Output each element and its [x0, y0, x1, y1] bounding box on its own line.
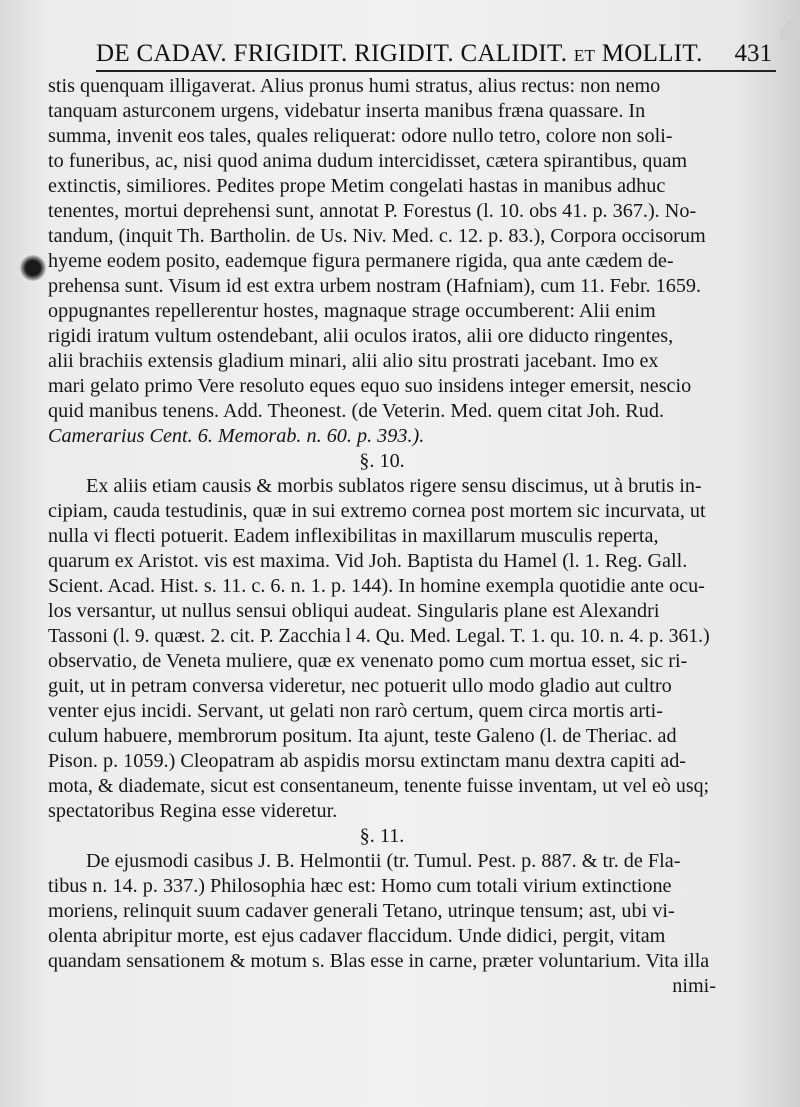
ink-stain: [20, 255, 46, 281]
section-heading: §. 10.: [359, 450, 405, 472]
running-title-end: MOLLIT.: [601, 40, 703, 67]
text-line: Pison. p. 1059.) Cleopatram ab aspidis morsu extinctam manu dextra capiti ad-: [48, 750, 687, 772]
running-title-et: ET: [573, 46, 596, 65]
text-line: Scient. Acad. Hist. s. 11. c. 6. n. 1. p. 144). In homine exempla quotidie ante ocu-: [48, 575, 705, 597]
page-corner: [780, 0, 800, 40]
text-line: guit, ut in petram conversa videretur, nec potuerit ullo modo gladio aut cultro: [48, 675, 672, 697]
text-line: to funeribus, ac, nisi quod anima dudum intercidisset, cætera spirantibus, quam: [48, 150, 688, 172]
page-header: [96, 36, 776, 72]
text-line: quandam sensationem & motum s. Blas esse in carne, præter voluntarium. Vita illa: [48, 950, 710, 972]
catchword: nimi-: [672, 975, 716, 997]
text-line: venter ejus incidi. Servant, ut gelati non rarò certum, quem circa mortis arti-: [48, 700, 663, 722]
text-line: spectatoribus Regina esse videretur.: [48, 800, 338, 822]
text-line: mari gelato primo Vere resoluto eques equo suo insidens integer emersit, nescio: [48, 375, 692, 397]
text-line: los versantur, ut nullus sensui obliqui audeat. Singularis plane est Alexandri: [48, 600, 660, 622]
paragraph-start-line: Ex aliis etiam causis & morbis sublatos rigere sensu discimus, ut à brutis in-: [86, 475, 702, 497]
running-title: [96, 40, 703, 68]
text-line: olenta abripitur morte, est ejus cadaver flaccidum. Unde didici, pergit, vitam: [48, 925, 666, 947]
text-line: stis quenquam illigaverat. Alius pronus humi stratus, alius rectus: non nemo: [48, 75, 661, 97]
text-line: hyeme eodem posito, eademque figura permanere rigida, qua ante cædem de-: [48, 250, 674, 272]
text-line: tanquam asturconem urgens, videbatur inserta manibus fræna quassare. In: [48, 100, 646, 122]
text-line: culum habuere, membrorum positum. Ita ajunt, teste Galeno (l. de Theriac. ad: [48, 725, 677, 747]
page-body: [48, 74, 716, 999]
running-title-main: DE CADAV. FRIGIDIT. RIGIDIT. CALIDIT.: [96, 40, 568, 67]
text-line: oppugnantes repellerentur hostes, magnaque strage occumberent: Alii enim: [48, 300, 656, 322]
text-line: extinctis, similiores. Pedites prope Metim congelati hastas in manibus adhuc: [48, 175, 666, 197]
text-line: tandum, (inquit Th. Bartholin. de Us. Niv. Med. c. 12. p. 83.), Corpora occisorum: [48, 225, 706, 247]
text-line: quarum ex Aristot. vis est maxima. Vid Joh. Baptista du Hamel (l. 1. Reg. Gall.: [48, 550, 688, 572]
text-line: tenentes, mortui deprehensi sunt, annotat P. Forestus (l. 10. obs 41. p. 367.). No-: [48, 200, 697, 222]
text-line: tibus n. 14. p. 337.) Philosophia hæc est: Homo cum totali virium extinctione: [48, 875, 672, 897]
page-number: 431: [734, 40, 772, 67]
text-line: quid manibus tenens. Add. Theonest. (de Veterin. Med. quem citat Joh. Rud.: [48, 400, 665, 422]
text-line: Tassoni (l. 9. quæst. 2. cit. P. Zacchia l 4. Qu. Med. Legal. T. 1. qu. 10. n. 4. p. 361.): [48, 625, 710, 647]
paragraph-start-line: De ejusmodi casibus J. B. Helmontii (tr. Tumul. Pest. p. 887. & tr. de Fla-: [86, 850, 681, 872]
text-line: observatio, de Veneta muliere, quæ ex venenato pomo cum mortua esset, sic ri-: [48, 650, 688, 672]
text-line: alii brachiis extensis gladium minari, alii alio situ prostrati jacebant. Imo ex: [48, 350, 659, 372]
text-line: nulla vi flecti potuerit. Eadem inflexibilitas in maxillarum musculis reperta,: [48, 525, 659, 547]
text-line: prehensa sunt. Visum id est extra urbem nostram (Hafniam), cum 11. Febr. 1659.: [48, 275, 702, 297]
text-line: Camerarius Cent. 6. Memorab. n. 60. p. 393.).: [48, 425, 425, 447]
section-heading: §. 11.: [359, 825, 405, 847]
text-line: moriens, relinquit suum cadaver generali Tetano, utrinque tensum; ast, ubi vi-: [48, 900, 675, 922]
text-line: cipiam, cauda testudinis, quæ in sui extremo cornea post mortem sic incurvata, ut: [48, 500, 706, 522]
text-line: rigidi iratum vultum ostendebant, alii oculos iratos, alii ore diducto ringentes,: [48, 325, 674, 347]
text-line: mota, & diademate, sicut est consentaneum, tenente fuisse inventam, ut vel eò usq;: [48, 775, 710, 797]
text-line: summa, invenit eos tales, quales reliquerat: odore nullo tetro, colore non soli-: [48, 125, 673, 147]
